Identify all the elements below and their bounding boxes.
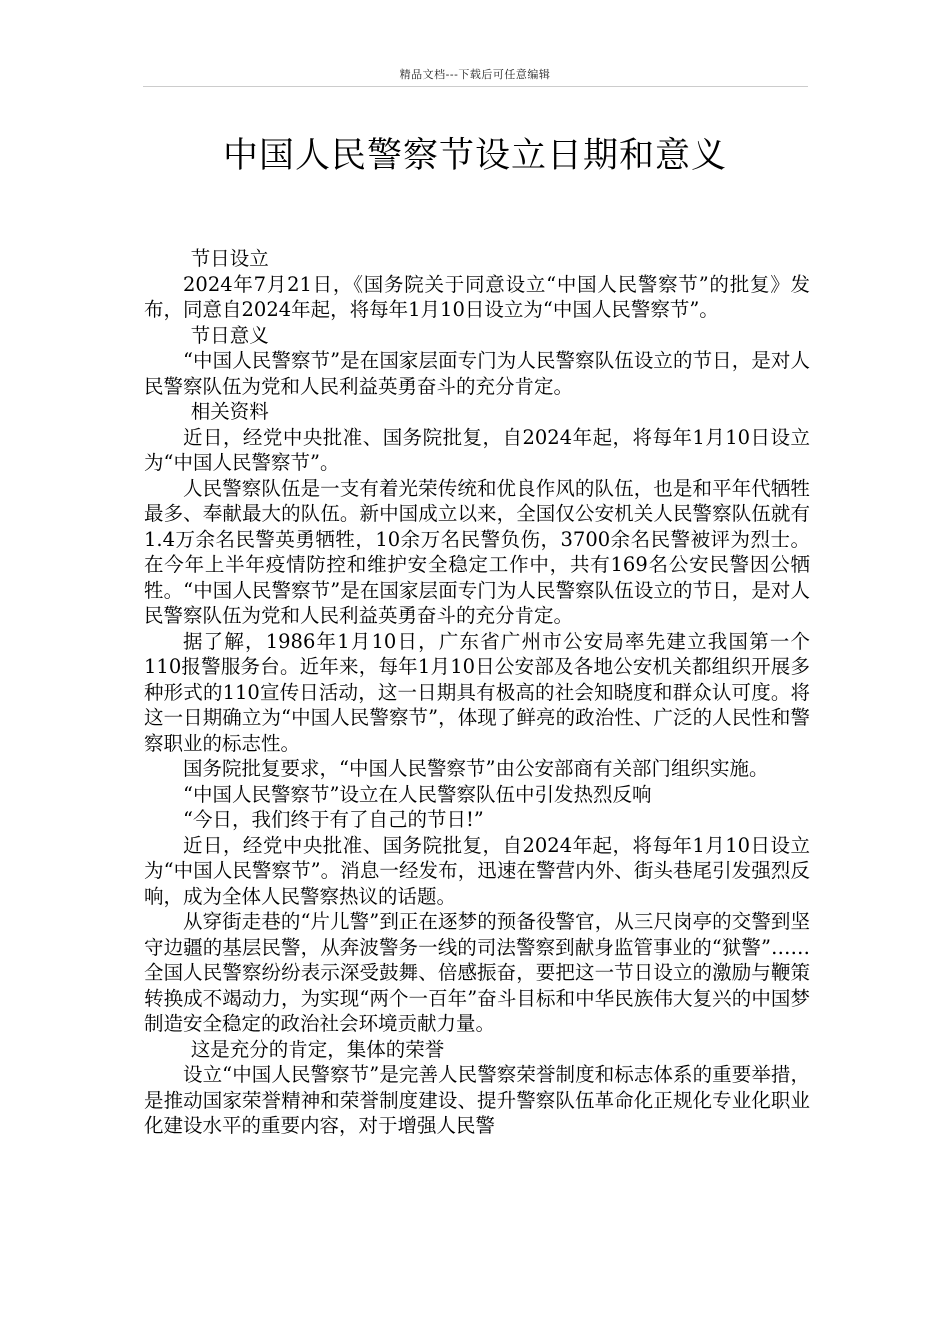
paragraph: 国务院批复要求，“中国人民警察节”由公安部商有关部门组织实施。 (183, 757, 769, 780)
section-heading: 节日设立 (190, 247, 269, 270)
paragraph: “今日，我们终于有了自己的节日!” (183, 808, 484, 831)
section-heading: 相关资料 (190, 400, 269, 423)
header-note: 精品文档---下载后可任意编辑 (399, 68, 551, 81)
paragraph: “中国人民警察节”是在国家层面专门为人民警察队伍设立的节日，是对人民警察队伍为党和人民利益英勇奋斗的充分肯定。 (144, 349, 810, 398)
paragraph: “中国人民警察节”设立在人民警察队伍中引发热烈反响 (183, 782, 652, 806)
section-heading: 节日意义 (190, 323, 269, 347)
document-body (144, 246, 810, 1139)
paragraph: 据了解，1986年1月10日，广东省广州市公安局率先建立我国第一个110报警服务台。近年来，每年1月10日公安部及各地公安机关都组织开展多种形式的110宣传日活动，这一日期具有极高的社会知晓度和群众认可度。将这一日期确立为“中国人民警察节”，体现了鲜亮的政治性、广泛的人民性和警察职业的标志性。 (144, 629, 810, 755)
paragraph: 近日，经党中央批准、国务院批复，自2024年起，将每年1月10日设立为“中国人民警察节”。消息一经发布，迅速在警营内外、街头巷尾引发强烈反响，成为全体人民警察热议的话题。 (144, 833, 810, 908)
paragraph: 人民警察队伍是一支有着光荣传统和优良作风的队伍，也是和平年代牺牲最多、奉献最大的队伍。新中国成立以来，全国仅公安机关人民警察队伍就有1.4万余名民警英勇牺牲，10余万名民警负伤，3700余名民警被评为烈士。在今年上半年疫情防控和维护安全稳定工作中，共有169名公安民警因公牺牲。“中国人民警察节”是在国家层面专门为人民警察队伍设立的节日，是对人民警察队伍为党和人民利益英勇奋斗的充分肯定。 (144, 476, 810, 627)
paragraph: 从穿街走巷的“片儿警”到正在逐梦的预备役警官，从三尺岗亭的交警到坚守边疆的基层民警，从奔波警务一线的司法警察到献身监管事业的“狱警”……全国人民警察纷纷表示深受鼓舞、倍感振奋，要把这一节日设立的激励与鞭策转换成不竭动力，为实现“两个一百年”奋斗目标和中华民族伟大复兴的中国梦制造安全稳定的政治社会环境贡献力量。 (144, 910, 810, 1035)
paragraph: 近日，经党中央批准、国务院批复，自2024年起，将每年1月10日设立为“中国人民警察节”。 (144, 425, 810, 474)
paragraph: 设立“中国人民警察节”是完善人民警察荣誉制度和标志体系的重要举措，是推动国家荣誉精神和荣誉制度建设、提升警察队伍革命化正规化专业化职业化建设水平的重要内容，对于增强人民警 (144, 1063, 810, 1137)
section-heading: 这是充分的肯定，集体的荣誉 (190, 1037, 445, 1061)
header-divider (143, 86, 808, 87)
document-title: 中国人民警察节设立日期和意义 (222, 136, 727, 176)
paragraph: 2024年7月21日，《国务院关于同意设立“中国人民警察节”的批复》发布，同意自2024年起，将每年1月10日设立为“中国人民警察节”。 (144, 272, 810, 321)
